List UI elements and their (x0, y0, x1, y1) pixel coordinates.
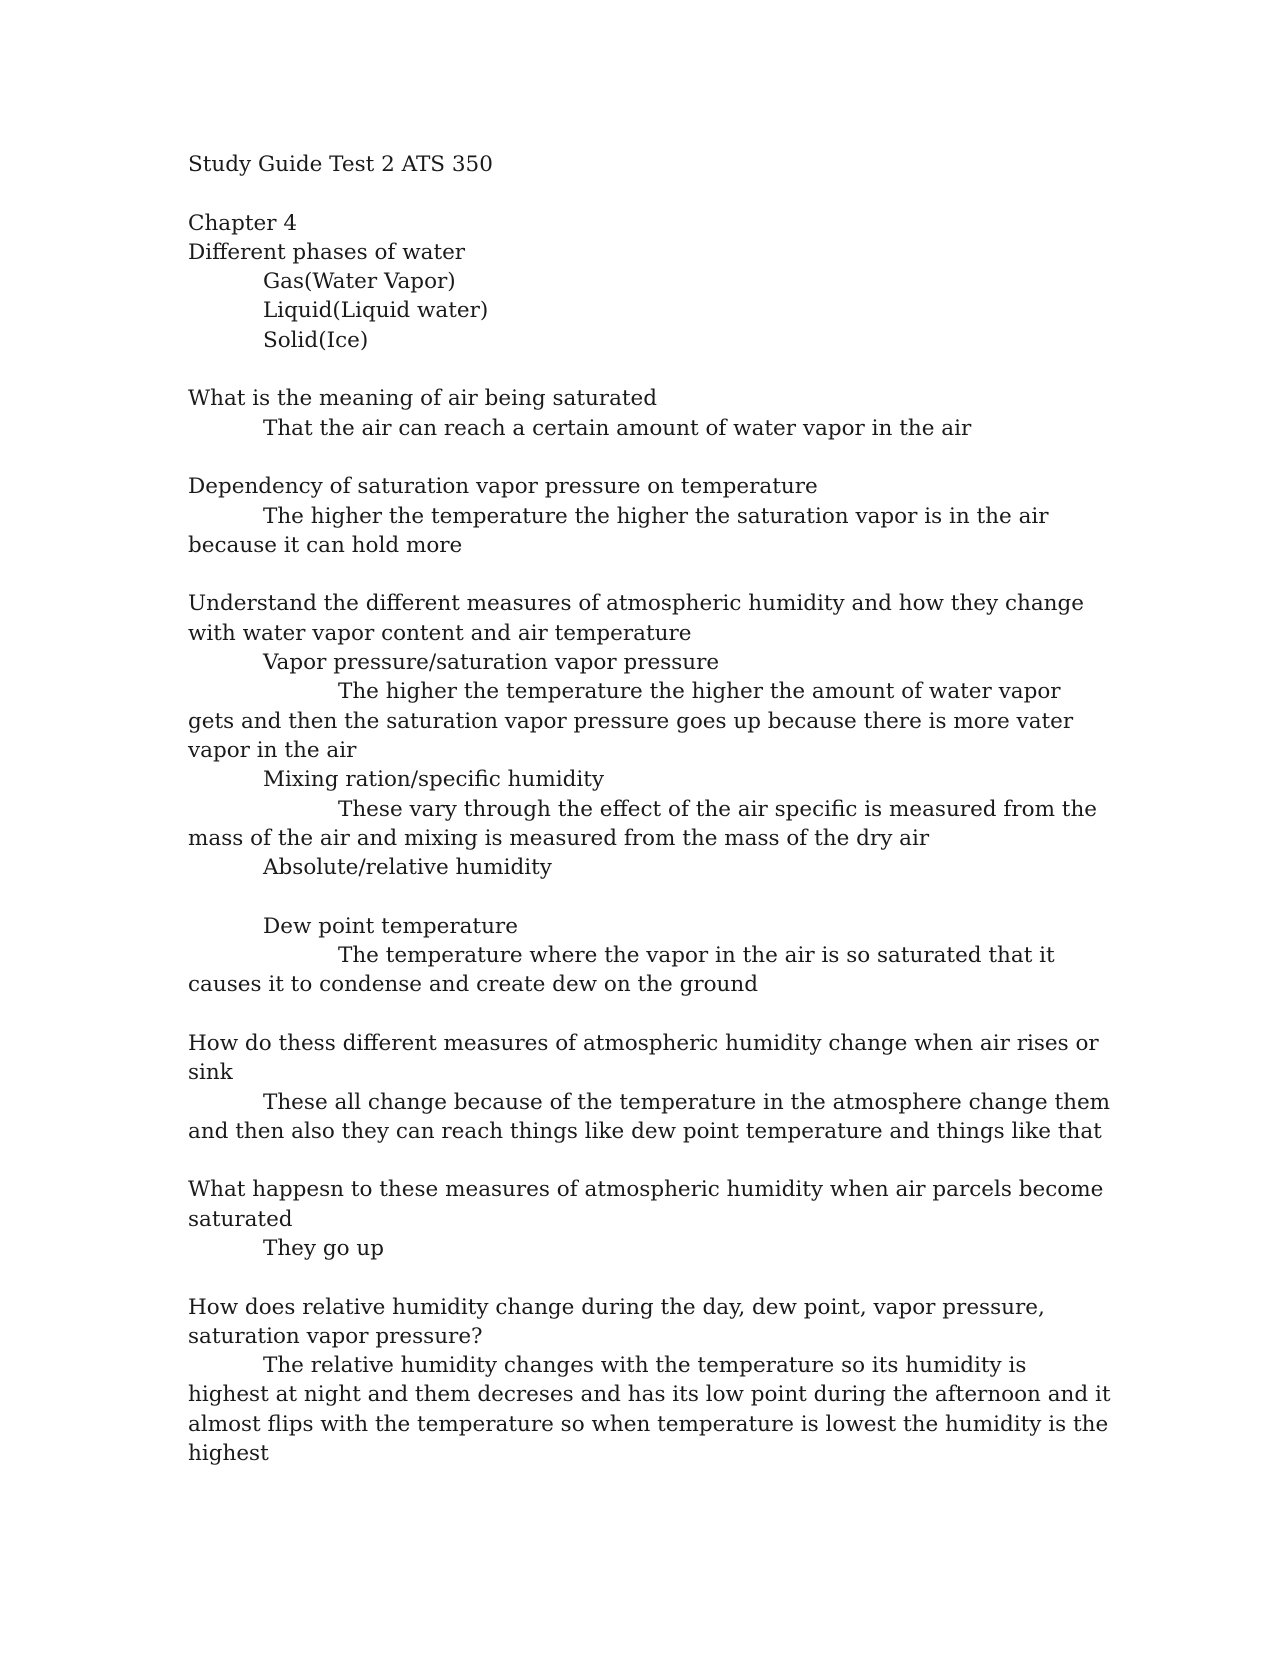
daily-change-answer-line: The relative humidity changes with the temperature so its humidity is (263, 1353, 1027, 1379)
dew-point-answer-line: The temperature where the vapor in the air is so saturated that it (338, 943, 1055, 969)
phase-item: Gas(Water Vapor) (263, 269, 456, 295)
daily-change-question-line: saturation vapor pressure? (188, 1323, 483, 1349)
blank-line (188, 882, 1088, 911)
vapor-pressure-label: Vapor pressure/saturation vapor pressure (263, 650, 720, 676)
saturated-question: What is the meaning of air being saturated (188, 386, 658, 412)
rise-sink-question-line: sink (188, 1060, 233, 1086)
absolute-humidity-label: Absolute/relative humidity (263, 855, 552, 881)
phase-item: Solid(Ice) (263, 327, 369, 353)
blank-line (188, 355, 1088, 384)
document-title: Study Guide Test 2 ATS 350 (188, 152, 493, 177)
daily-change-answer-line: almost flips with the temperature so when temperature is lowest the humidity is the (188, 1411, 1109, 1437)
mixing-ratio-answer-line: These vary through the effect of the air specific is measured from the (338, 796, 1098, 822)
daily-change-answer-line: highest (188, 1441, 269, 1467)
phase-item: Liquid(Liquid water) (263, 298, 489, 324)
dependency-question: Dependency of saturation vapor pressure on temperature (188, 474, 818, 500)
daily-change-question-line: How does relative humidity change during the day, dew point, vapor pressure, (188, 1294, 1045, 1320)
measures-question-line: Understand the different measures of atmospheric humidity and how they change (188, 591, 1085, 617)
dew-point-answer-line: causes it to condense and create dew on the ground (188, 972, 759, 998)
daily-change-answer-line: highest at night and them decreses and has its low point during the afternoon and it (188, 1382, 1111, 1408)
phases-heading: Different phases of water (188, 239, 466, 265)
rise-sink-answer-line: and then also they can reach things like dew point temperature and things like that (188, 1118, 1102, 1144)
dew-point-label: Dew point temperature (263, 913, 518, 939)
saturated-parcels-answer: They go up (263, 1235, 385, 1261)
measures-question-line: with water vapor content and air temperature (188, 620, 692, 646)
blank-line (188, 179, 1088, 208)
blank-line (188, 443, 1088, 472)
dependency-answer-line: The higher the temperature the higher the saturation vapor is in the air (263, 503, 1049, 529)
mixing-ratio-answer-line: mass of the air and mixing is measured from the mass of the dry air (188, 825, 930, 851)
vapor-pressure-answer-line: gets and then the saturation vapor pressure goes up because there is more vater (188, 708, 1074, 734)
vapor-pressure-answer-line: The higher the temperature the higher the amount of water vapor (338, 679, 1061, 705)
blank-line (188, 1000, 1088, 1029)
blank-line (188, 1146, 1088, 1175)
saturated-parcels-question-line: saturated (188, 1206, 293, 1232)
chapter-heading: Chapter 4 (188, 210, 298, 236)
blank-line (188, 1263, 1088, 1292)
saturated-answer: That the air can reach a certain amount of water vapor in the air (263, 415, 972, 441)
document-page (188, 150, 1111, 1468)
dependency-answer-line: because it can hold more (188, 532, 463, 558)
saturated-parcels-question-line: What happesn to these measures of atmospheric humidity when air parcels become (188, 1177, 1104, 1203)
mixing-ratio-label: Mixing ration/specific humidity (263, 767, 605, 793)
blank-line (188, 560, 1088, 589)
vapor-pressure-answer-line: vapor in the air (188, 737, 357, 763)
rise-sink-question-line: How do thess different measures of atmospheric humidity change when air rises or (188, 1030, 1099, 1056)
rise-sink-answer-line: These all change because of the temperature in the atmosphere change them (263, 1089, 1111, 1115)
